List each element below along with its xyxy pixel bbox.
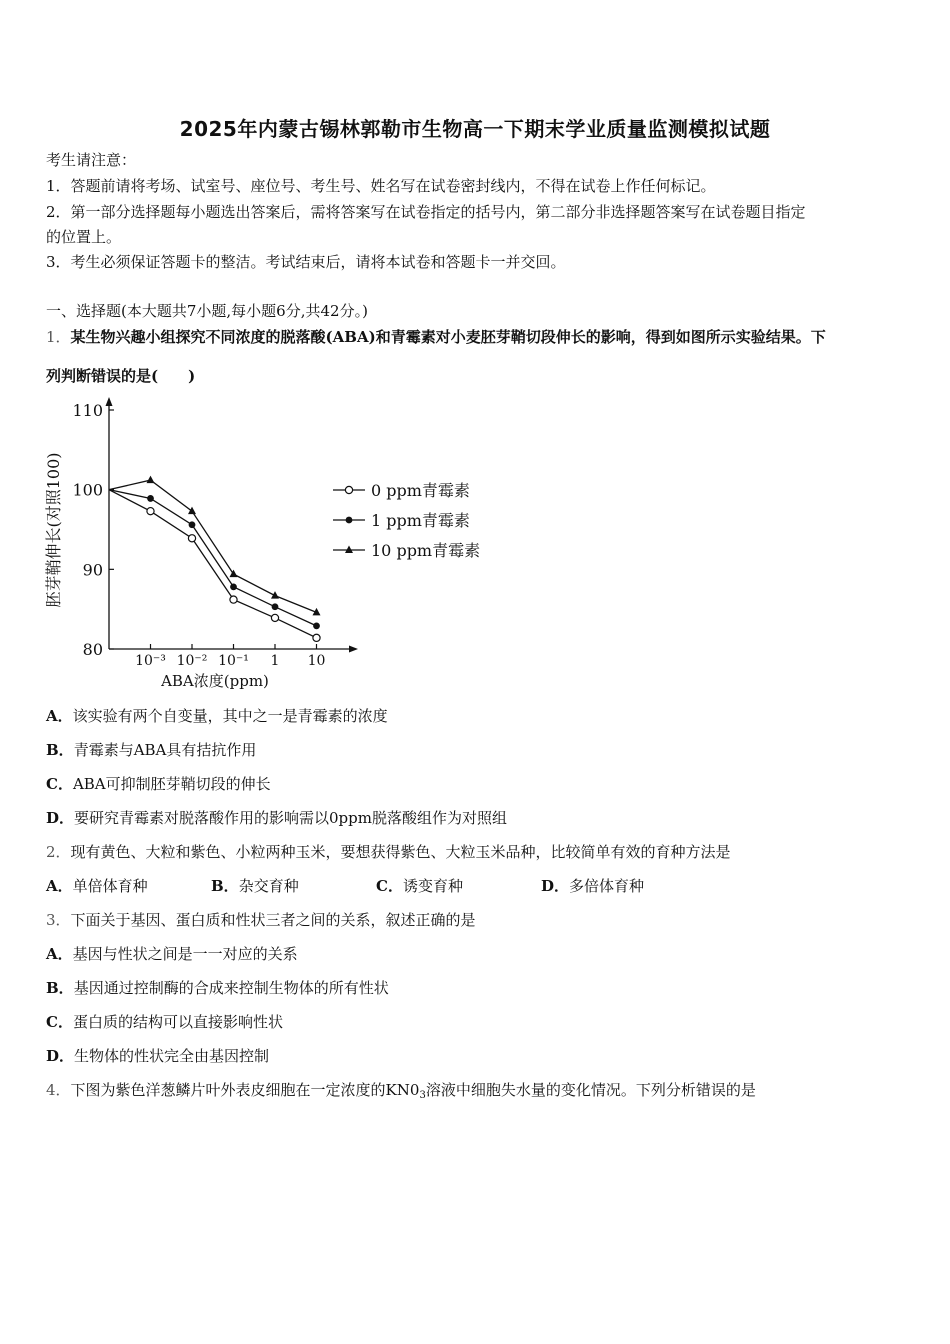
data-point [313, 622, 320, 629]
y-tick-label: 110 [72, 401, 103, 420]
data-point [313, 634, 320, 641]
option-text: 单倍体育种 [72, 877, 148, 895]
notice-item: 的位置上。 [46, 228, 122, 246]
data-point [188, 535, 195, 542]
option-text: 基因通过控制酶的合成来控制生物体的所有性状 [73, 979, 389, 997]
y-tick-label: 90 [82, 560, 103, 580]
q2-options [46, 876, 910, 896]
q2-option-d[interactable] [541, 876, 644, 896]
x-axis-arrow [349, 646, 358, 653]
series-line-2 [109, 480, 317, 612]
question-text: 某生物兴趣小组探究不同浓度的脱落酸(ABA)和青霉素对小麦胚芽鞘切段伸长的影响，得到如图所示实验结果。下 [70, 328, 826, 346]
section-heading: 一、选择题(本大题共7小题,每小题6分,共42分。) [46, 302, 368, 320]
subscript: 3 [419, 1090, 426, 1101]
option-label: B． [211, 877, 239, 895]
q3-option-c[interactable] [46, 1012, 910, 1032]
notice-item: 3．考生必须保证答题卡的整洁。考试结束后，请将本试卷和答题卡一并交回。 [46, 253, 566, 271]
x-tick-label: 1 [270, 653, 280, 669]
data-point [189, 521, 196, 528]
option-text: 生物体的性状完全由基因控制 [74, 1047, 270, 1065]
legend-label: 10 ppm青霉素 [371, 541, 481, 560]
data-point [230, 583, 237, 590]
question-1 [46, 327, 910, 347]
legend-marker [345, 486, 352, 493]
x-tick-label: 10 [307, 653, 326, 669]
question-text: 列判断错误的是( ) [46, 367, 196, 385]
option-text: 多倍体育种 [569, 877, 645, 895]
legend-label: 1 ppm青霉素 [371, 511, 470, 530]
data-point [147, 495, 154, 502]
option-label: A． [46, 707, 73, 725]
x-axis-label: ABA浓度(ppm) [161, 672, 269, 690]
option-label: D． [46, 1047, 75, 1065]
notice-item: 2．第一部分选择题每小题选出答案后，需将答案写在试卷指定的括号内，第二部分非选择题答案写在试卷题目指定 [46, 203, 806, 221]
option-text: 该实验有两个自变量，其中之一是青霉素的浓度 [72, 707, 388, 725]
y-axis-label: 胚芽鞘伸长(对照100) [44, 452, 63, 608]
notice-heading: 考生请注意： [46, 151, 137, 169]
question-number: 4． [46, 1081, 71, 1099]
q2-option-a[interactable] [46, 876, 211, 896]
question-text: 现有黄色、大粒和紫色、小粒两种玉米，要想获得紫色、大粒玉米品种，比较简单有效的育种方法是 [70, 843, 731, 861]
y-tick-label: 100 [72, 480, 103, 500]
x-tick-label: 10⁻³ [135, 653, 166, 669]
series-line-1 [109, 490, 317, 626]
aba-penicillin-chart [40, 395, 520, 695]
option-label: A． [46, 877, 73, 895]
data-point [271, 614, 278, 621]
q3-option-d[interactable] [46, 1046, 910, 1066]
option-label: C． [46, 1013, 73, 1031]
question-2 [46, 842, 910, 862]
q2-option-c[interactable] [376, 876, 541, 896]
question-number: 2． [46, 843, 71, 861]
q1-option-c[interactable] [46, 774, 910, 794]
legend-marker [345, 546, 353, 554]
question-text: 下面关于基因、蛋白质和性状三者之间的关系，叙述正确的是 [70, 911, 476, 929]
data-point [272, 603, 279, 610]
question-number: 3． [46, 911, 71, 929]
q1-option-a[interactable] [46, 706, 910, 726]
option-text: ABA可抑制胚芽鞘切段的伸长 [72, 775, 271, 793]
q1-option-d[interactable] [46, 808, 910, 828]
data-point [147, 508, 154, 515]
option-label: C． [46, 775, 73, 793]
y-axis-arrow [106, 397, 113, 406]
question-text-cont: 溶液中细胞失水量的变化情况。下列分析错误的是 [425, 1081, 756, 1099]
notice-item: 1．答题前请将考场、试室号、座位号、考生号、姓名写在试卷密封线内，不得在试卷上作任何标记。 [46, 177, 716, 195]
option-text: 诱变育种 [402, 877, 463, 895]
legend-marker [346, 517, 353, 524]
x-tick-label: 10⁻² [176, 653, 208, 669]
option-label: C． [376, 877, 403, 895]
legend-label: 0 ppm青霉素 [371, 481, 470, 500]
x-tick-label: 10⁻¹ [218, 653, 249, 669]
question-text: 下图为紫色洋葱鳞片叶外表皮细胞在一定浓度的KN0 [70, 1081, 420, 1099]
q3-option-a[interactable] [46, 944, 910, 964]
q3-option-b[interactable] [46, 978, 910, 998]
option-text: 要研究青霉素对脱落酸作用的影响需以0ppm脱落酸组作为对照组 [74, 809, 507, 827]
option-text: 杂交育种 [238, 877, 299, 895]
option-label: A． [46, 945, 73, 963]
option-label: B． [46, 979, 74, 997]
page-title: 2025年内蒙古锡林郭勒市生物高一下期末学业质量监测模拟试题 [179, 117, 771, 141]
option-label: D． [541, 877, 570, 895]
data-point [147, 476, 155, 484]
option-label: D． [46, 809, 75, 827]
data-point [230, 596, 237, 603]
question-4 [46, 1080, 910, 1106]
q2-option-b[interactable] [211, 876, 376, 896]
option-label: B． [46, 741, 74, 759]
question-3 [46, 910, 910, 930]
option-text: 青霉素与ABA具有拮抗作用 [73, 741, 257, 759]
y-tick-label: 80 [82, 640, 103, 659]
data-point [188, 507, 196, 514]
option-text: 蛋白质的结构可以直接影响性状 [72, 1013, 283, 1031]
series-line-0 [109, 490, 317, 638]
chart-axes [106, 397, 359, 653]
q1-option-b[interactable] [46, 740, 910, 760]
question-number: 1． [46, 328, 71, 346]
option-text: 基因与性状之间是一一对应的关系 [72, 945, 298, 963]
